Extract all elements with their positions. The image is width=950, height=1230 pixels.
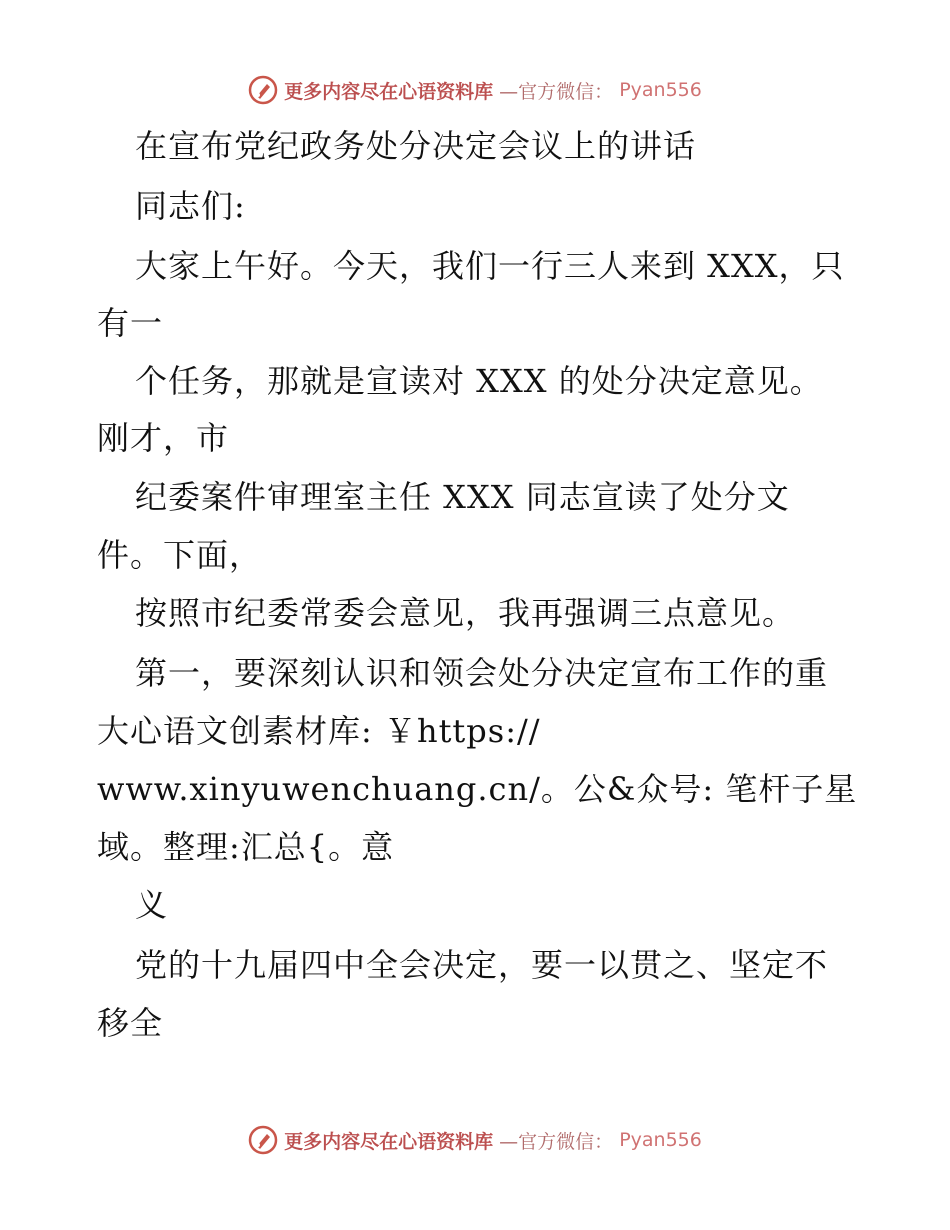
watermark-wechat-id: Pyan556	[619, 79, 702, 101]
paragraph-line: 义	[135, 886, 169, 924]
salutation: 同志们:	[135, 187, 246, 225]
watermark-wechat-id: Pyan556	[619, 1129, 702, 1151]
paragraph-line: 第一，要深刻认识和领会处分决定宣布工作的重	[135, 654, 829, 692]
paragraph-line: www.xinyuwenchuang.cn/。公&众号: 笔杆子星	[97, 770, 858, 808]
watermark-main-text: 更多内容尽在心语资料库	[284, 1130, 494, 1153]
paragraph-line: 纪委案件审理室主任 XXX 同志宣读了处分文	[135, 478, 790, 516]
watermark-separator-text: —官方微信：	[499, 1130, 614, 1153]
paragraph-line: 域。整理:汇总{。意	[97, 828, 395, 866]
paragraph-line: 个任务，那就是宣读对 XXX 的处分决定意见。	[135, 362, 823, 400]
paragraph-line: 移全	[97, 1004, 164, 1042]
paragraph-line: 按照市纪委常委会意见，我再强调三点意见。	[135, 594, 796, 632]
paragraph-line: 有一	[97, 304, 164, 342]
pen-logo-icon	[248, 1125, 278, 1155]
watermark-main-text: 更多内容尽在心语资料库	[284, 80, 494, 103]
watermark-separator-text: —官方微信：	[499, 80, 614, 103]
paragraph-line: 大家上午好。今天，我们一行三人来到 XXX，只	[135, 247, 845, 285]
paragraph-line: 大心语文创素材库: ￥https://	[97, 712, 541, 750]
paragraph-line: 刚才，市	[97, 419, 230, 457]
paragraph-line: 党的十九届四中全会决定，要一以贯之、坚定不	[135, 946, 829, 984]
paragraph-line: 件。下面，	[97, 536, 263, 574]
footer-watermark	[0, 1122, 950, 1158]
document-title: 在宣布党纪政务处分决定会议上的讲话	[135, 127, 697, 165]
